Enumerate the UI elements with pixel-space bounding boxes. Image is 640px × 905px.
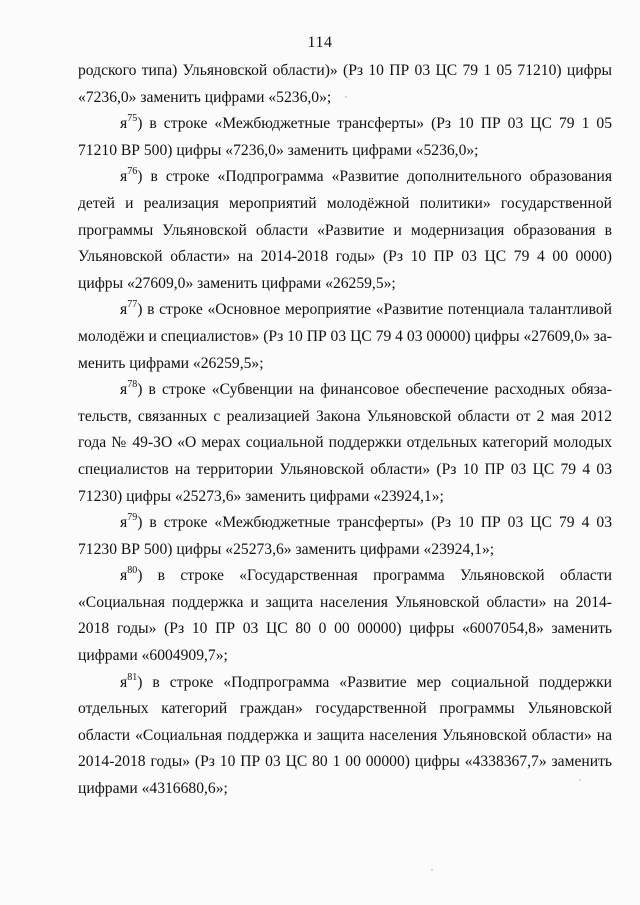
document-body bbox=[78, 58, 612, 803]
item-letter: я bbox=[120, 168, 128, 186]
paragraph-text: ) в строке «Субвенции на финансовое обеспечение расходных обязательств, связанных с реализацией Закона Ульяновской области от 2 мая 2012 года № 49-ЗО «О мерах социальной поддержки отдельных категорий молодых специалистов на территории Ульяновской области» (Рз 10 ПР 03 ЦС 79 4 03 71230) цифры «25273,6» заменить цифрами «23924,1»; bbox=[78, 381, 612, 505]
paragraph-text: родского типа) Ульяновской области)» (Рз 10 ПР 03 ЦС 79 1 05 71210) цифры «7236,0» заменить цифрами «5236,0»; bbox=[78, 62, 612, 106]
scan-speck bbox=[345, 96, 347, 98]
paragraph-text: ) в строке «Государственная программа Ульяновской области «Социальная поддержка и защита населения Ульяновской области» на 2014-2018 годы» (Рз 10 ПР 03 ЦС 80 0 00 00000) цифры «6007054,8» заменить цифрами «6004909,7»; bbox=[78, 567, 612, 665]
item-letter: я bbox=[120, 115, 128, 133]
item-letter: я bbox=[120, 301, 128, 319]
page-number: 114 bbox=[307, 34, 333, 51]
item-number: 80 bbox=[127, 565, 138, 577]
paragraph-continuation bbox=[78, 58, 612, 111]
item-number: 77 bbox=[127, 299, 138, 311]
scan-speck bbox=[431, 869, 433, 871]
item-letter: я bbox=[120, 381, 128, 399]
paragraph-text: ) в строке «Межбюджетные трансферты» (Рз 10 ПР 03 ЦС 79 1 05 71210 ВР 500) цифры «7236,0» заменить цифрами «5236,0»; bbox=[78, 115, 612, 159]
paragraph-item-76 bbox=[78, 164, 612, 297]
item-letter: я bbox=[120, 567, 128, 585]
item-number: 75 bbox=[127, 113, 138, 125]
paragraph-text: ) в строке «Межбюджетные трансферты» (Рз 10 ПР 03 ЦС 79 4 03 71230 ВР 500) цифры «25273,6» заменить цифрами «23924,1»; bbox=[78, 514, 612, 558]
paragraph-item-75 bbox=[78, 111, 612, 164]
paragraph-text: ) в строке «Подпрограмма «Развитие дополнительного образования детей и реализация мероприятий молодёжной политики» государственной программы Ульяновской области «Развитие и модернизация образования в Ульяновской области» на 2014-2018 годы» (Рз 10 ПР 03 ЦС 79 4 00 0000) цифры «27609,0» заменить цифрами «26259,5»; bbox=[78, 168, 612, 292]
item-letter: я bbox=[120, 673, 128, 691]
item-number: 79 bbox=[127, 512, 138, 524]
paragraph-item-80 bbox=[78, 563, 612, 669]
paragraph-item-77 bbox=[78, 297, 612, 377]
paragraph-text: ) в строке «Подпрограмма «Развитие мер социальной поддержки отдельных категорий граждан» государственной программы Ульяновской области «Социальная поддержка и защита населения Ульяновской области» на 2014-2018 годы» (Рз 10 ПР 03 ЦС 80 1 00 00000) цифры «4338367,7» заменить цифрами «4316680,6»; bbox=[78, 673, 612, 798]
paragraph-item-78 bbox=[78, 377, 612, 510]
paragraph-text: ) в строке «Основное мероприятие «Развитие потенциала талантливой молодёжи и специалистов» (Рз 10 ПР 03 ЦС 79 4 03 00000) цифры «27609,0» заменить цифрами «26259,5»; bbox=[78, 301, 612, 372]
item-number: 81 bbox=[127, 671, 138, 683]
item-number: 76 bbox=[127, 166, 138, 178]
paragraph-item-81 bbox=[78, 670, 612, 803]
scan-speck bbox=[579, 779, 581, 781]
paragraph-item-79 bbox=[78, 510, 612, 563]
item-number: 78 bbox=[127, 379, 138, 391]
item-letter: я bbox=[120, 514, 128, 532]
